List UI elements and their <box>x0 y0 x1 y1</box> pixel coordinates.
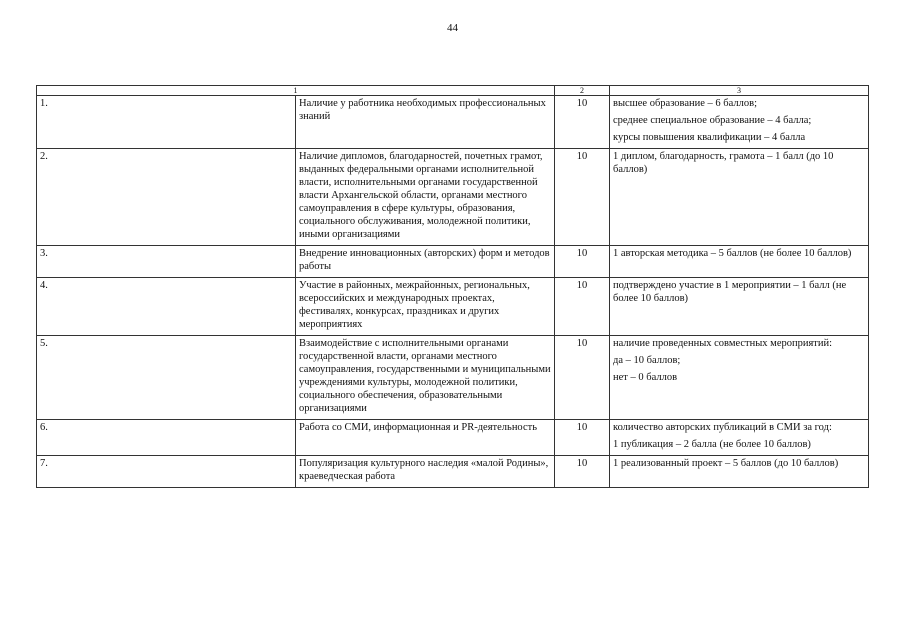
criterion-name: Внедрение инновационных (авторских) форм и методов работы <box>296 246 555 278</box>
row-number: 2. <box>37 149 296 246</box>
table-row <box>37 149 869 246</box>
max-score: 10 <box>555 336 610 420</box>
table-row <box>37 96 869 149</box>
scoring-line: высшее образование – 6 баллов; <box>613 98 757 109</box>
scoring-line: нет – 0 баллов <box>613 372 678 383</box>
scoring-line: курсы повышения квалификации – 4 балла <box>613 132 806 143</box>
scoring-description <box>610 278 869 336</box>
scoring-line: 1 реализованный проект – 5 баллов (до 10 баллов) <box>613 458 839 469</box>
scoring-description <box>610 246 869 278</box>
table-row <box>37 336 869 420</box>
scoring-line: 1 публикация – 2 балла (не более 10 баллов) <box>613 439 811 450</box>
scoring-description <box>610 96 869 149</box>
criterion-name: Наличие у работника необходимых профессиональных знаний <box>296 96 555 149</box>
table-row <box>37 420 869 456</box>
scoring-description <box>610 149 869 246</box>
table-row <box>37 278 869 336</box>
max-score: 10 <box>555 278 610 336</box>
criterion-name: Работа со СМИ, информационная и PR-деятельность <box>296 420 555 456</box>
scoring-line: количество авторских публикаций в СМИ за год: <box>613 422 832 433</box>
criteria-table <box>36 85 869 488</box>
column-number-1: 1 <box>37 86 555 96</box>
scoring-line: подтверждено участие в 1 мероприятии – 1 балл (не более 10 баллов) <box>613 280 847 304</box>
scoring-description <box>610 336 869 420</box>
criterion-name: Взаимодействие с исполнительными органами государственной власти, органами местного самоуправления, государственными и муниципальными учреждениями культуры, молодежной политики, социального обеспечения, образовательными организациями <box>296 336 555 420</box>
scoring-line: наличие проведенных совместных мероприятий: <box>613 338 833 349</box>
column-number-3: 3 <box>610 86 869 96</box>
max-score: 10 <box>555 96 610 149</box>
max-score: 10 <box>555 149 610 246</box>
column-number-row <box>37 86 869 96</box>
row-number: 5. <box>37 336 296 420</box>
row-number: 7. <box>37 456 296 488</box>
scoring-line: 1 авторская методика – 5 баллов (не более 10 баллов) <box>613 248 852 259</box>
scoring-description <box>610 420 869 456</box>
row-number: 4. <box>37 278 296 336</box>
criterion-name: Популяризация культурного наследия «малой Родины», краеведческая работа <box>296 456 555 488</box>
max-score: 10 <box>555 420 610 456</box>
scoring-description <box>610 456 869 488</box>
criterion-name: Участие в районных, межрайонных, региональных, всероссийских и международных проектах, фестивалях, конкурсах, праздниках и других мероприятиях <box>296 278 555 336</box>
row-number: 6. <box>37 420 296 456</box>
table-row <box>37 456 869 488</box>
table-row <box>37 246 869 278</box>
criterion-name: Наличие дипломов, благодарностей, почетных грамот, выданных федеральными органами исполнительной власти, исполнительными органами государственной власти Архангельской области, органами местного самоуправления в сфере культуры, образования, социального обслуживания, молодежной политики, иными организациями <box>296 149 555 246</box>
scoring-line: да – 10 баллов; <box>613 355 681 366</box>
scoring-line: 1 диплом, благодарность, грамота – 1 балл (до 10 баллов) <box>613 151 834 175</box>
row-number: 3. <box>37 246 296 278</box>
max-score: 10 <box>555 456 610 488</box>
page-number: 44 <box>447 22 458 34</box>
column-number-2: 2 <box>555 86 610 96</box>
row-number: 1. <box>37 96 296 149</box>
scoring-line: среднее специальное образование – 4 балла; <box>613 115 812 126</box>
max-score: 10 <box>555 246 610 278</box>
